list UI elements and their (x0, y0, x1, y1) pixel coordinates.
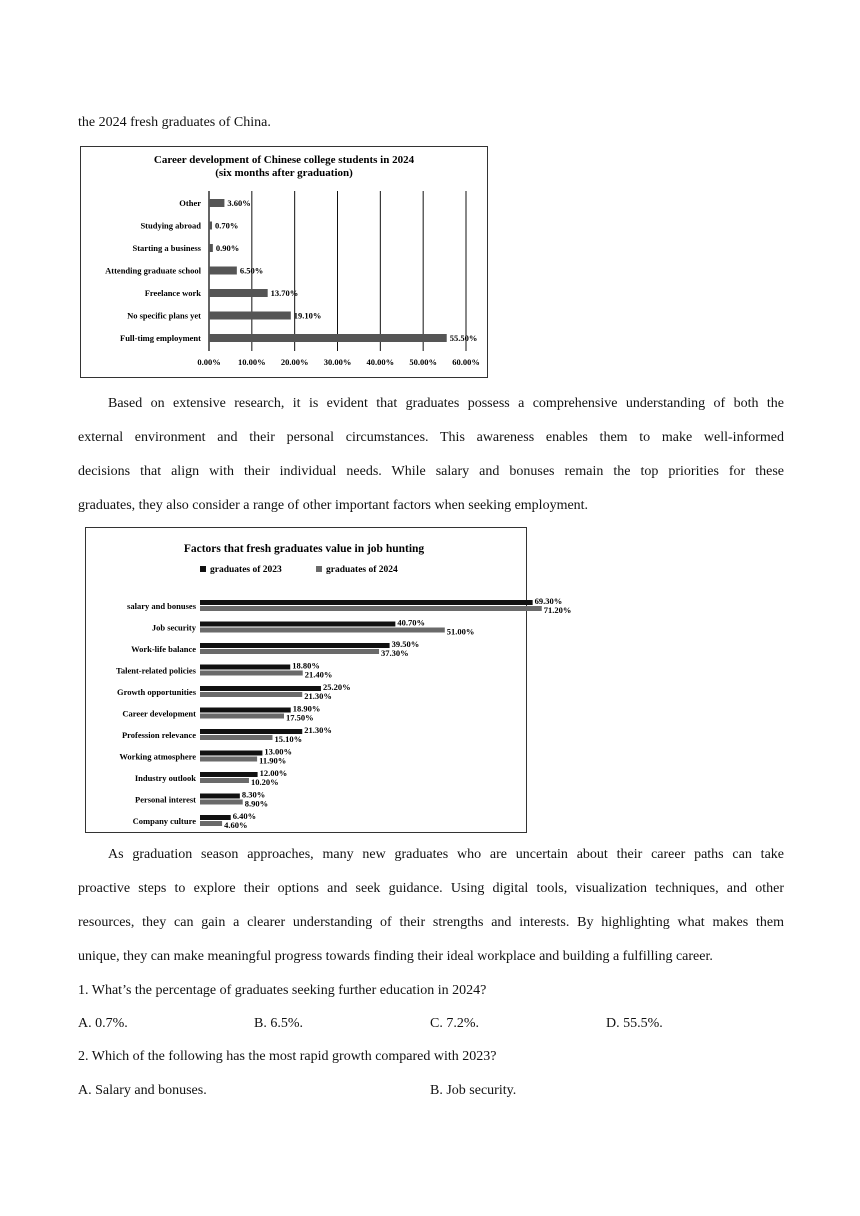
chart2-value-label-2023: 18.80% (292, 660, 320, 671)
chart2-value-label-2023: 6.40% (232, 811, 257, 821)
chart2-value-label-2024: 11.90% (259, 755, 287, 766)
paragraph-2-line-1: As graduation season approaches, many new graduates who are uncertain about their career paths can take (108, 847, 784, 862)
legend-swatch-2023 (200, 566, 206, 572)
question-2-option-a[interactable]: A. Salary and bonuses. (78, 1083, 207, 1098)
chart1-bar (209, 244, 213, 252)
chart1-x-tick-label: 40.00% (366, 357, 395, 367)
chart2-bar-2024 (200, 821, 222, 826)
chart2-bar-2024 (200, 757, 257, 762)
chart1-category-label: Starting a business (132, 243, 201, 253)
chart2-bar-2024 (200, 606, 542, 611)
chart2-bar-2023 (200, 622, 395, 627)
chart1-value-label: 0.70% (214, 220, 239, 231)
chart-career-development (80, 146, 488, 378)
intro-tail-text: the 2024 fresh graduates of China. (78, 115, 271, 130)
legend-swatch-2024 (316, 566, 322, 572)
chart2-value-label-2023: 13.00% (264, 746, 293, 757)
chart2-value-label-2023: 25.20% (322, 682, 351, 692)
chart2-bar-2023 (200, 643, 390, 648)
chart2-category-label: Working atmosphere (119, 751, 196, 762)
chart1-value-label: 19.10% (293, 310, 322, 321)
chart2-category-label: Personal interest (135, 794, 196, 805)
chart2-category-label: Company culture (132, 816, 196, 826)
chart2-value-label-2023: 40.70% (397, 617, 425, 628)
chart1-value-label: 55.50% (449, 333, 478, 343)
paragraph-2-line-2: proactive steps to explore their options and seek guidance. Using digital tools, visualization techniques, and other (78, 881, 784, 896)
chart2-bar-2024 (200, 649, 379, 654)
chart2-value-label-2024: 15.10% (274, 734, 303, 744)
chart2-value-label-2024: 8.90% (244, 798, 269, 809)
chart2-category-label: Profession relevance (121, 730, 196, 740)
chart2-value-label-2024: 4.60% (224, 820, 248, 830)
paragraph-1-line-2: external environment and their personal circumstances. This awareness enables them to make well-informed (78, 430, 784, 445)
chart2-bar-2023 (200, 751, 262, 756)
chart1-title: Career development of Chinese college students in 2024 (153, 154, 415, 166)
chart1-value-label: 0.90% (215, 243, 240, 253)
chart2-value-label-2024: 51.00% (446, 626, 475, 637)
chart2-bar-2024 (200, 778, 249, 783)
question-2-option-b[interactable]: B. Job security. (430, 1083, 517, 1098)
chart1-category-label: Studying abroad (140, 220, 201, 231)
chart2-bar-2024 (200, 628, 445, 633)
factors-chart-svg (86, 528, 572, 832)
chart2-value-label-2024: 37.30% (381, 648, 409, 658)
paragraph-1-line-1: Based on extensive research, it is evident that graduates possess a comprehensive understanding of both the (108, 396, 784, 411)
chart2-value-label-2024: 71.20% (543, 605, 572, 615)
chart1-bar (209, 222, 212, 230)
question-1-text: 1. What’s the percentage of graduates seeking further education in 2024? (78, 983, 487, 998)
chart2-value-label-2024: 17.50% (286, 712, 314, 723)
chart1-category-label: Freelance work (144, 288, 201, 298)
chart1-category-label: Full-timg employment (120, 333, 201, 343)
chart1-category-label: Attending graduate school (105, 265, 201, 276)
chart1-bar (209, 289, 268, 297)
paragraph-2-line-4: unique, they can make meaningful progress towards finding their ideal workplace and building a fulfilling career. (78, 949, 713, 964)
chart2-category-label: Industry outlook (134, 773, 196, 783)
chart2-bar-2024 (200, 735, 272, 740)
question-2-text: 2. Which of the following has the most rapid growth compared with 2023? (78, 1049, 497, 1064)
question-1-option-c[interactable]: C. 7.2%. (430, 1016, 479, 1031)
question-1-option-a[interactable]: A. 0.7%. (78, 1016, 128, 1031)
chart2-bar-2023 (200, 665, 290, 670)
chart1-bar (209, 267, 237, 275)
chart2-value-label-2023: 21.30% (304, 725, 332, 735)
question-1-option-b[interactable]: B. 6.5%. (254, 1016, 303, 1031)
chart2-value-label-2023: 69.30% (534, 596, 563, 606)
chart2-value-label-2023: 8.30% (241, 789, 266, 800)
chart2-value-label-2024: 10.20% (250, 777, 279, 787)
chart1-value-label: 3.60% (227, 198, 251, 208)
paragraph-1-line-4: graduates, they also consider a range of other important factors when seeking employment. (78, 498, 589, 513)
career-chart-svg (81, 147, 487, 377)
chart2-bar-2024 (200, 714, 284, 719)
chart2-title: Factors that fresh graduates value in job hunting (183, 543, 425, 555)
chart2-bar-2024 (200, 800, 243, 805)
chart2-bar-2024 (200, 692, 302, 697)
chart2-category-label: Career development (122, 708, 196, 719)
chart2-bar-2023 (200, 772, 258, 777)
chart2-category-label: Work-life balance (131, 644, 196, 654)
chart2-bar-2023 (200, 600, 533, 605)
chart1-value-label: 6.50% (239, 265, 264, 276)
chart1-category-label: No specific plans yet (127, 310, 201, 321)
chart2-value-label-2023: 18.90% (292, 703, 321, 714)
chart1-x-tick-label: 20.00% (280, 357, 309, 367)
chart2-bar-2024 (200, 671, 303, 676)
chart-job-factors (85, 527, 572, 833)
chart1-x-tick-label: 10.00% (238, 357, 266, 367)
chart2-category-label: Talent-related policies (115, 665, 196, 676)
chart2-value-label-2023: 39.50% (391, 639, 420, 649)
chart2-bar-2023 (200, 708, 291, 713)
chart2-category-label: Job security (151, 622, 196, 633)
paragraph-2-line-3: resources, they can gain a clearer understanding of their strengths and interests. By highlighting what makes them (78, 915, 784, 930)
chart2-value-label-2023: 12.00% (259, 768, 288, 778)
chart1-x-tick-label: 30.00% (323, 357, 352, 367)
chart1-x-tick-label: 0.00% (197, 357, 221, 367)
chart1-bar (209, 199, 224, 207)
legend-label-2024: graduates of 2024 (326, 565, 398, 575)
chart2-value-label-2024: 21.30% (304, 691, 332, 701)
chart1-subtitle: (six months after graduation) (215, 167, 353, 179)
chart1-category-label: Other (179, 198, 201, 208)
chart1-value-label: 13.70% (270, 288, 299, 298)
chart1-x-tick-label: 60.00% (452, 357, 480, 367)
chart1-bar (209, 334, 447, 342)
question-1-option-d[interactable]: D. 55.5%. (606, 1016, 663, 1031)
chart2-category-label: Growth opportunities (117, 687, 196, 697)
chart1-x-tick-label: 50.00% (409, 357, 437, 367)
chart2-bar-2023 (200, 794, 240, 799)
chart2-category-label: salary and bonuses (127, 601, 196, 611)
chart2-value-label-2024: 21.40% (304, 669, 333, 680)
chart2-bar-2023 (200, 686, 321, 691)
chart1-bar (209, 312, 291, 320)
legend-label-2023: graduates of 2023 (210, 565, 282, 575)
paragraph-1-line-3: decisions that align with their individual needs. While salary and bonuses remain the top priorities for these (78, 464, 784, 479)
